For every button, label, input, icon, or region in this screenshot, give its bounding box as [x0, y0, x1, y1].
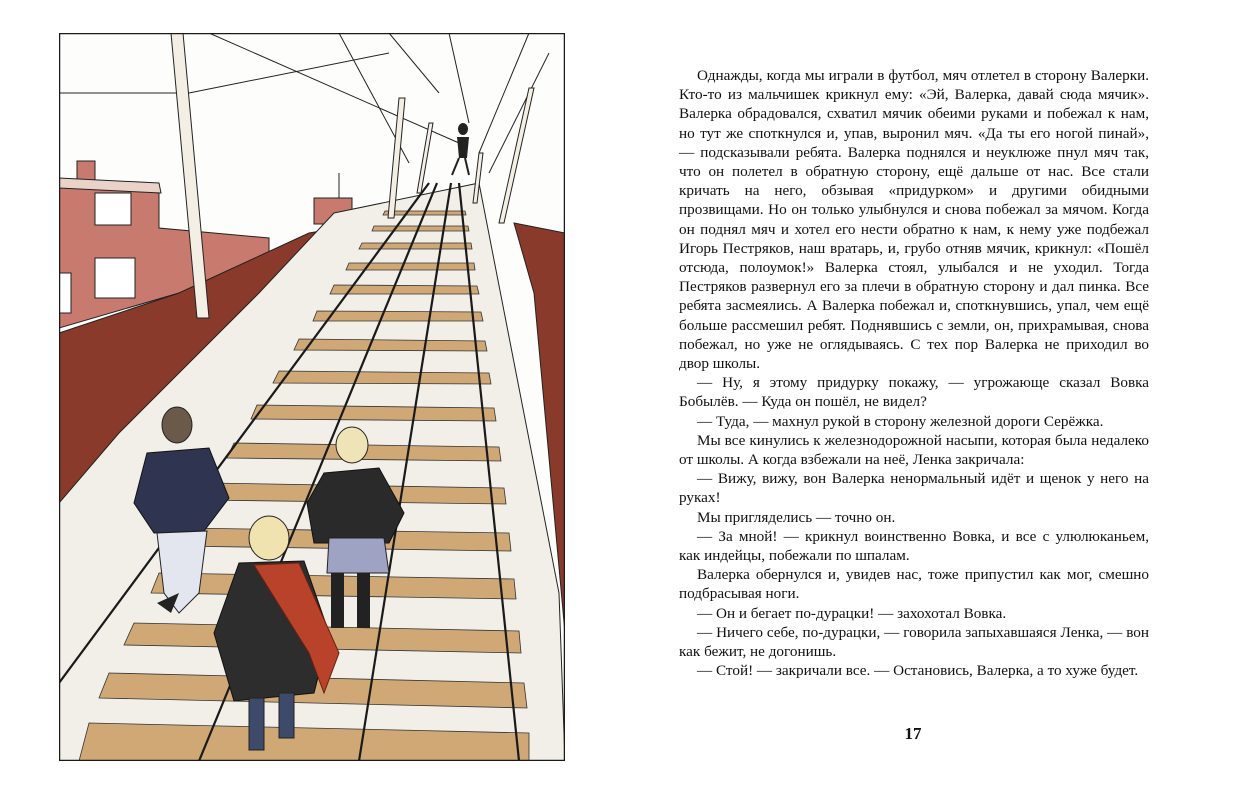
paragraph: — Стой! — закричали все. — Остановись, Валерка, а то хуже будет.	[697, 662, 1139, 680]
story-text	[679, 66, 1149, 681]
paragraph: — Ну, я этому придурку покажу, — угрожающе сказал Вовка Бобылёв. — Куда он пошёл, не видел?	[679, 374, 1149, 411]
paragraph: Мы все кинулись к железнодорожной насыпи, которая была недалеко от школы. А когда взбежали на неё, Ленка закричала:	[679, 431, 1149, 469]
paragraph: — Он и бегает по-дурацки! — захохотал Вовка.	[697, 604, 1007, 622]
page-number: 17	[904, 724, 922, 743]
paragraph: Однажды, когда мы играли в футбол, мяч отлетел в сторону Валерки. Кто-то из мальчишек крикнул ему: «Эй, Валерка, давай сюда мячик». Валерка обрадовался, схватил мячик обеими руками и побежал к нам, но тут же споткнулся и, упав, выронил мяч. «Да ты его ногой пинай», — подсказывали ребята. Валерка поднялся и неуклюже пнул мяч так, что он полетел в обратную сторону, ещё дальше от нас. Все стали кричать на него, обзывая «придурком» и другими обидными прозвищами. Но он только улыбнулся и снова побежал за мячом. Когда он поднял мяч и хотел его нести обратно к нам, к нему уже подбежал Игорь Пестряков, наш вратарь, и, грубо отняв мячик, крикнул: «Пошёл отсюда, полоумок!» Валерка стоял, улыбался и не уходил. Тогда Пестряков развернул его за плечи в обратную сторону и дал пинка. Все ребята засмеялись. А Валерка побежал и, споткнувшись, упал, чем ещё больше рассмешил ребят. Поднявшись с земли, он, прихрамывая, снова побежал, но уже не оглядываясь. С тех пор Валерка не приходил во двор школы.	[679, 67, 1149, 373]
paragraph: Валерка обернулся и, увидев нас, тоже припустил как мог, смешно подбрасывая ноги.	[679, 566, 1149, 603]
paragraph: — Вижу, вижу, вон Валерка ненормальный идёт и щенок у него на руках!	[679, 470, 1149, 507]
railway-illustration	[59, 33, 565, 761]
paragraph: — Ничего себе, по-дурацки, — говорила запыхавшаяся Ленка, — вон как бежит, не догонишь.	[679, 623, 1149, 661]
paragraph: — Туда, — махнул рукой в сторону железной дороги Серёжка.	[697, 412, 1104, 430]
paragraph: — За мной! — крикнул воинственно Вовка, и все с улюлюканьем, как индейцы, побежали по шпалам.	[679, 527, 1149, 565]
paragraph: Мы пригляделись — точно он.	[697, 508, 896, 526]
